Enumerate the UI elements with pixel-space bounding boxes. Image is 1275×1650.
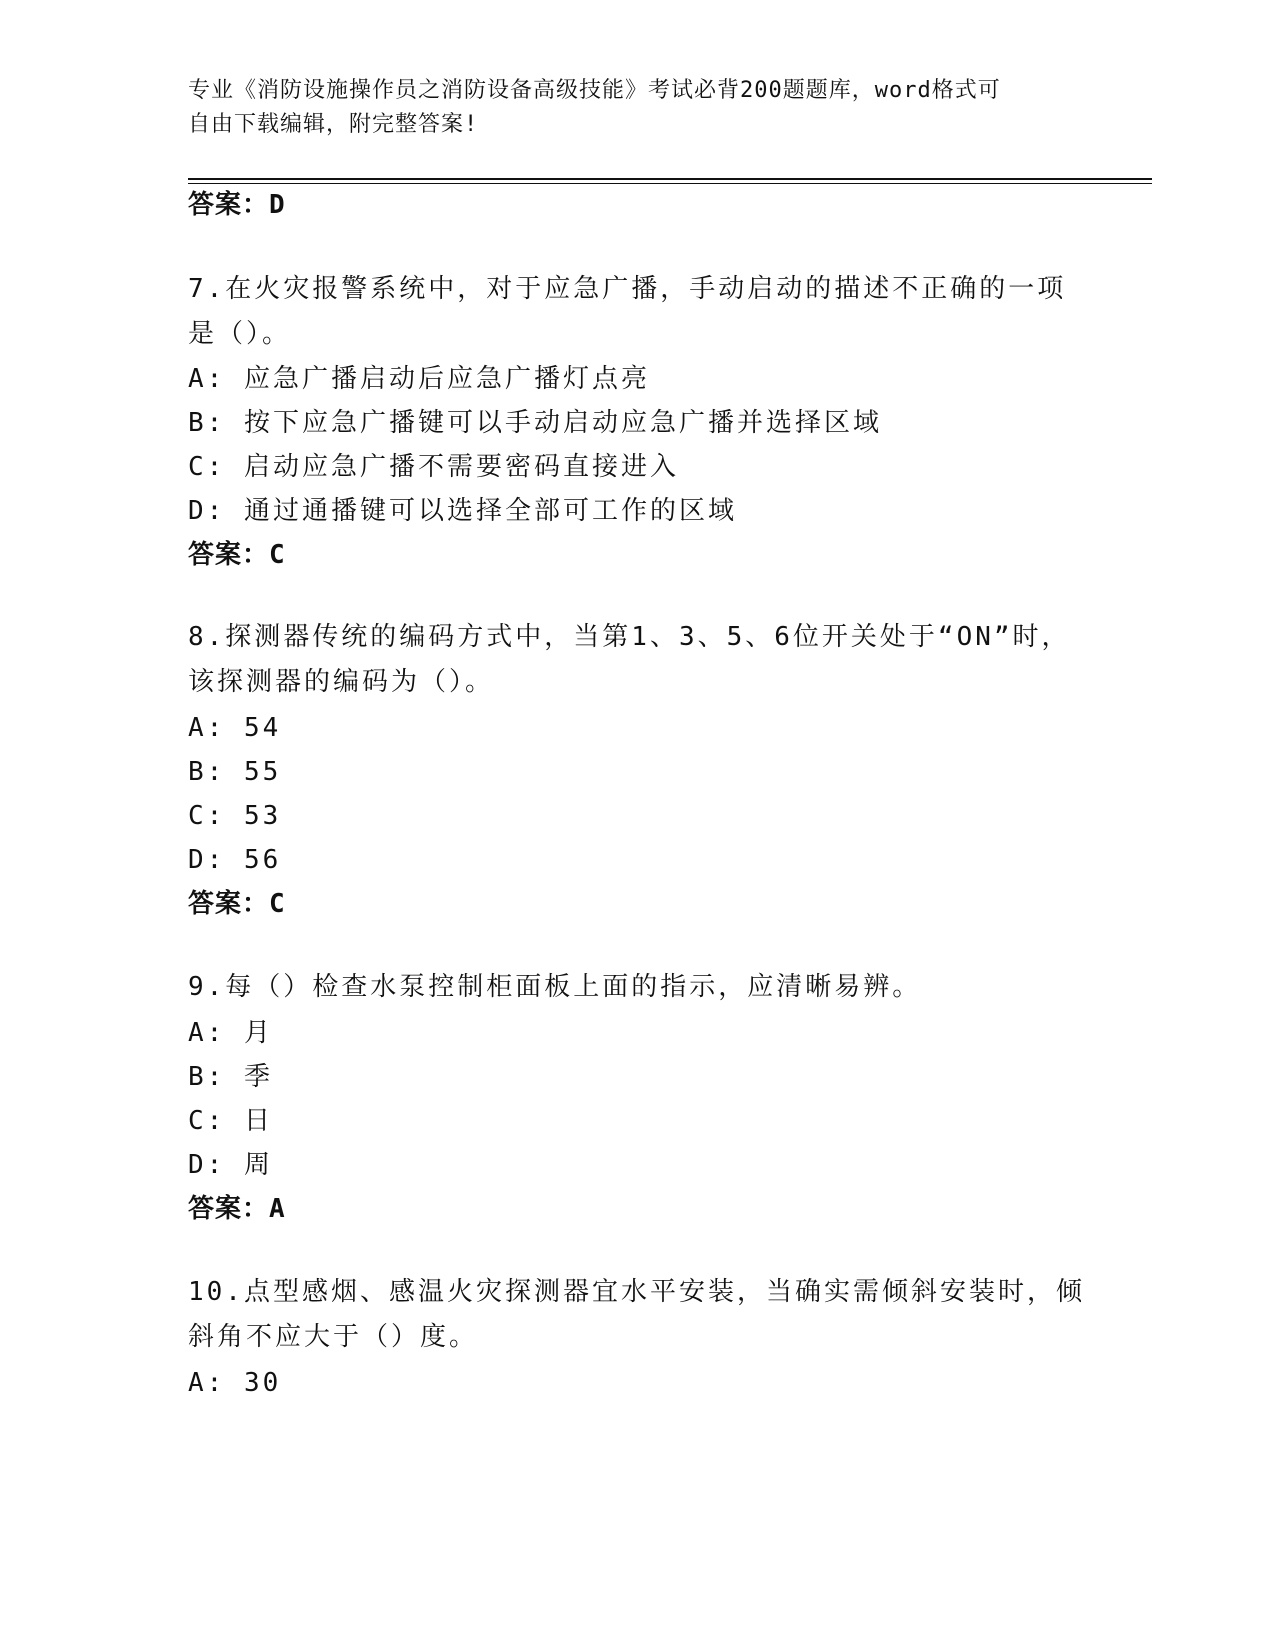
question-8-option-b: B: 55: [188, 757, 282, 787]
question-8-line-2: 该探测器的编码为（）。: [188, 667, 495, 697]
header-divider-thin: [188, 183, 1152, 184]
question-7-option-c: C: 启动应急广播不需要密码直接进入: [188, 452, 679, 482]
question-9-option-a: A: 月: [188, 1018, 273, 1048]
question-7-line-1: 7.在火灾报警系统中，对于应急广播，手动启动的描述不正确的一项: [188, 274, 1067, 304]
question-10-line-1: 10.点型感烟、感温火灾探测器宜水平安装，当确实需倾斜安装时，倾: [188, 1277, 1085, 1307]
question-8-option-a: A: 54: [188, 713, 282, 743]
question-7-line-2: 是（）。: [188, 319, 292, 349]
header-line-2: 自由下载编辑，附完整答案!: [188, 112, 479, 137]
question-9-option-c: C: 日: [188, 1106, 273, 1136]
question-8-stem: [188, 615, 1088, 705]
header-line-1: 专业《消防设施操作员之消防设备高级技能》考试必背200题题库，word格式可: [188, 78, 1001, 103]
question-8-option-c: C: 53: [188, 801, 282, 831]
question-10-option-a: A: 30: [188, 1368, 282, 1398]
question-7-option-d: D: 通过通播键可以选择全部可工作的区域: [188, 496, 737, 526]
question-9-stem: [188, 965, 1088, 1010]
question-7-option-a: A: 应急广播启动后应急广播灯点亮: [188, 364, 650, 394]
question-9-line-1: 9.每（）检查水泵控制柜面板上面的指示，应清晰易辨。: [188, 972, 922, 1002]
question-10-stem: [188, 1270, 1088, 1360]
question-7-answer: 答案：C: [188, 540, 286, 570]
previous-answer: 答案：D: [188, 190, 286, 220]
question-9-answer: 答案：A: [188, 1194, 286, 1224]
question-9-option-b: B: 季: [188, 1062, 273, 1092]
header-divider-thick: [188, 178, 1152, 180]
question-8-line-1: 8.探测器传统的编码方式中，当第1、3、5、6位开关处于“ON”时，: [188, 622, 1071, 652]
question-9-option-d: D: 周: [188, 1150, 273, 1180]
question-7-stem: [188, 267, 1088, 357]
question-8-answer: 答案：C: [188, 889, 286, 919]
question-10-line-2: 斜角不应大于（）度。: [188, 1322, 479, 1352]
question-8-option-d: D: 56: [188, 845, 282, 875]
question-7-option-b: B: 按下应急广播键可以手动启动应急广播并选择区域: [188, 408, 882, 438]
document-header: [188, 74, 1068, 142]
